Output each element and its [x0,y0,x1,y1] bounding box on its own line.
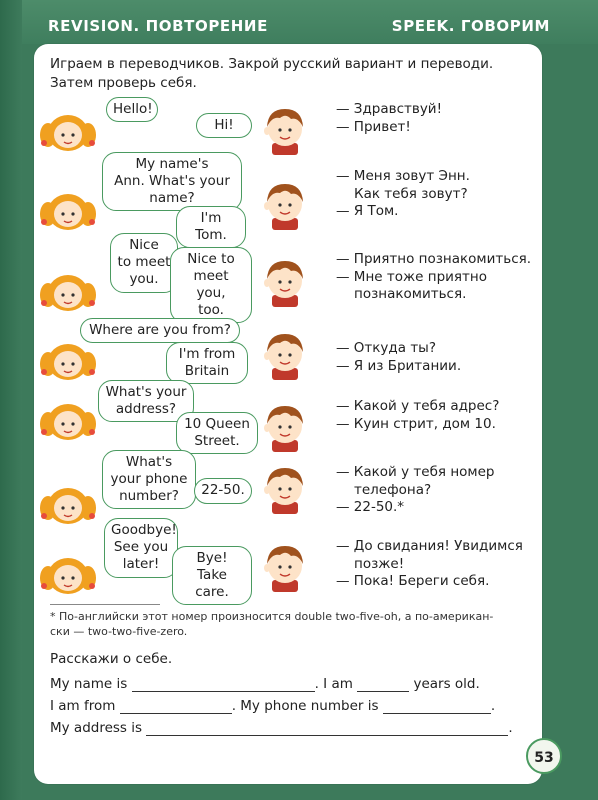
boy-bubble-line: I'm Tom. [195,210,227,243]
boy-bubble-line: Bye! [196,550,228,566]
form-row-address [50,720,530,740]
girl-ann-icon [40,184,96,232]
girl-speech-bubble [110,233,178,293]
boy-bubble-line: Nice to [187,251,235,267]
boy-bubble-line: Hi! [214,117,234,133]
header-left-title: REVISION. ПОВТОРЕНИЕ [48,17,268,35]
girl-bubble-line: What's your [105,384,187,400]
boy-bubble-line: Britain [184,363,230,379]
russian-translation [336,538,556,591]
age-blank[interactable] [357,677,409,692]
from-label: I am from [50,698,116,714]
translation-line: Как тебя зовут? [354,185,468,202]
dialogue-row [36,233,556,318]
form-row-name-age [50,676,530,696]
footnote [50,609,540,639]
translation-line: — Куин стрит, дом 10. [336,415,496,432]
translation-line: телефона? [354,481,432,498]
boy-speech-bubble [196,113,252,138]
translation-line: — Здравствуй! [336,101,442,117]
girl-speech-bubble [106,97,158,122]
phone-label: . My phone number is [231,698,379,714]
girl-bubble-line: Ann. What's your [114,173,230,189]
girl-bubble-line: name? [149,190,195,206]
girl-ann-icon [40,105,96,153]
boy-speech-bubble [176,412,258,454]
boy-speech-bubble [166,342,248,384]
form-row-from-phone [50,698,530,718]
girl-bubble-line: address? [115,401,177,417]
name-blank[interactable] [132,677,315,692]
boy-bubble-line: Take care. [195,567,229,600]
translation-line: позже! [354,555,405,572]
girl-ann-icon [40,548,96,596]
boy-tom-icon [258,103,312,155]
translation-line: — Пока! Береги себя. [336,573,490,589]
girl-bubble-line: See you [113,539,169,555]
footnote-separator [50,604,160,605]
boy-tom-icon [258,255,312,307]
boy-tom-icon [258,328,312,380]
girl-bubble-line: Hello! [113,101,153,117]
footnote-line-2: ски — two-two-five-zero. [50,625,188,638]
girl-speech-bubble [80,318,240,343]
phone-blank[interactable] [383,699,491,714]
boy-speech-bubble [194,478,252,504]
girl-bubble-line: My name's [135,156,209,172]
translation-line: — Какой у тебя адрес? [336,398,500,414]
russian-translation [336,251,556,304]
girl-bubble-line: What's [125,454,173,470]
intro-line-2: Затем проверь себя. [50,75,197,91]
girl-bubble-line: later! [122,556,160,572]
russian-translation [336,464,556,517]
translation-line: — Откуда ты? [336,340,437,356]
page-spine [0,0,22,800]
footnote-line-1: * По-английски этот номер произносится double two-five-oh, а по-американ- [50,610,494,623]
girl-speech-bubble [102,152,242,211]
girl-speech-bubble [104,518,178,578]
page-number: 53 [526,738,562,774]
boy-bubble-line: 10 Queen [184,416,250,432]
girl-bubble-line: number? [119,488,179,504]
girl-bubble-line: Where are you from? [89,322,231,338]
boy-tom-icon [258,178,312,230]
translation-line: — Я Том. [336,203,399,219]
dialogue-row [36,150,556,243]
translation-line: — 22-50.* [336,499,405,515]
translation-line: — Приятно познакомиться. [336,251,532,267]
translation-line: познакомиться. [354,286,467,302]
translation-line: — Меня зовут Энн. [336,168,470,184]
girl-ann-icon [40,265,96,313]
age-suffix: years old. [413,676,480,692]
address-label: My address is [50,720,143,736]
boy-tom-icon [258,400,312,452]
translation-line: — Мне тоже приятно [336,268,487,285]
boy-bubble-line: too. [198,302,224,318]
boy-tom-icon [258,540,312,592]
boy-bubble-line: I'm from [178,346,236,362]
age-label: . I am [314,676,353,692]
address-blank[interactable] [146,721,508,736]
boy-bubble-line: 22-50. [201,482,245,498]
translation-line: — Какой у тебя номер [336,464,495,480]
russian-translation [336,398,556,433]
translation-line: — Я из Британии. [336,357,462,374]
girl-bubble-line: Goodbye! [111,522,177,538]
girl-bubble-line: your phone [110,471,188,487]
girl-bubble-line: to meet [117,254,171,270]
girl-ann-icon [40,394,96,442]
boy-bubble-line: meet you, [193,268,229,301]
translation-line: — До свидания! Увидимся [336,538,523,554]
from-blank[interactable] [120,699,232,714]
boy-speech-bubble [172,546,252,605]
phone-end: . [490,698,496,714]
russian-translation [336,101,556,136]
girl-speech-bubble [102,450,196,509]
address-end: . [508,720,513,736]
boy-speech-bubble [170,247,252,323]
tell-about-yourself-heading: Расскажи о себе. [50,651,173,667]
russian-translation [336,168,556,221]
translation-line: — Привет! [336,118,411,135]
girl-bubble-line: you. [129,271,159,287]
russian-translation [336,340,556,375]
intro-line-1: Играем в переводчиков. Закрой русский вариант и переводи. [50,56,494,72]
boy-bubble-line: Street. [194,433,240,449]
dialogue-row [36,380,556,460]
intro-text [50,55,530,93]
boy-tom-icon [258,462,312,514]
dialogue-row [36,518,556,598]
girl-bubble-line: Nice [129,237,159,253]
header-right-title: SPEEK. ГОВОРИМ [391,17,550,35]
name-label: My name is [50,676,128,692]
